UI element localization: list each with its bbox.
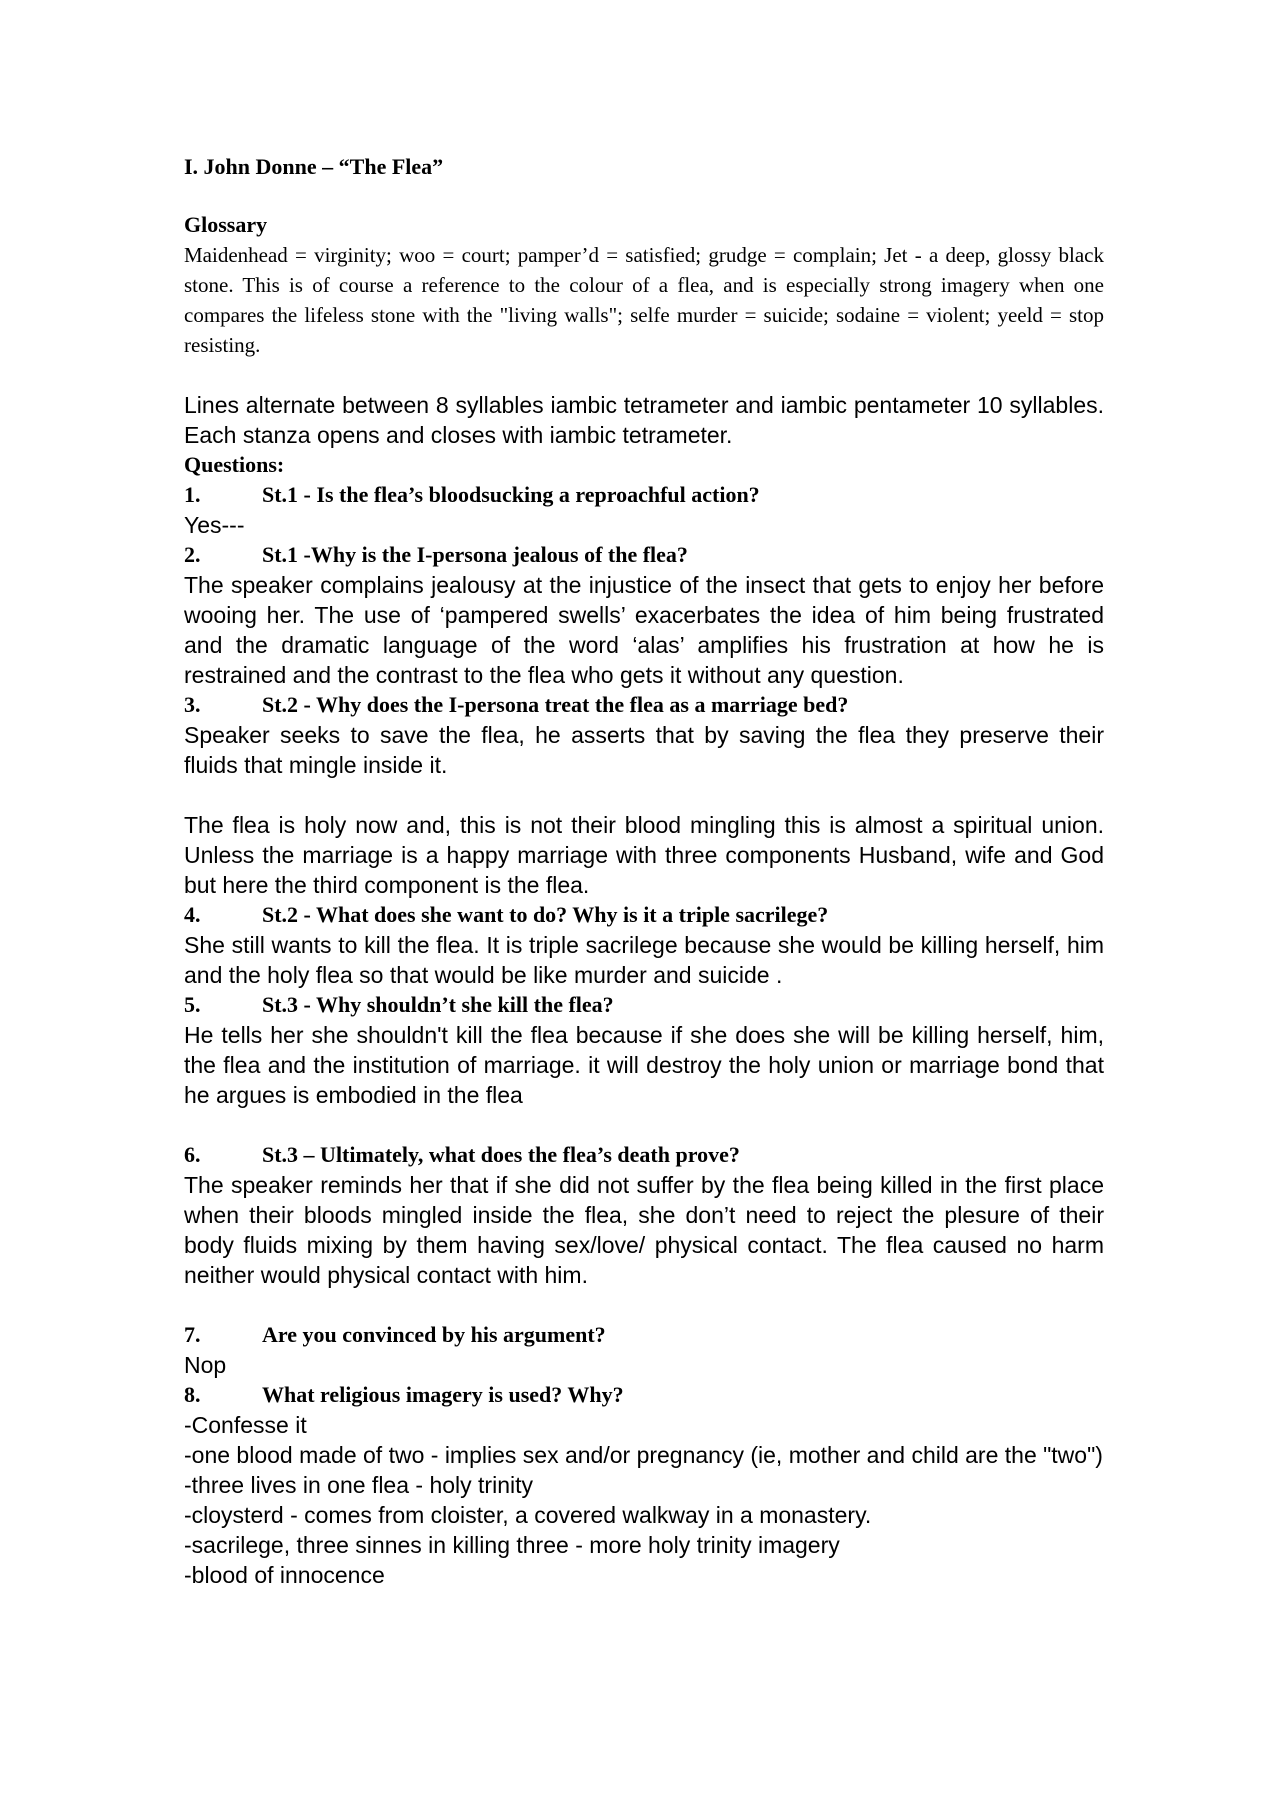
question-text: St.1 - Is the flea’s bloodsucking a reproachful action? xyxy=(262,482,760,507)
imagery-item: -one blood made of two - implies sex and/or pregnancy (ie, mother and child are the "two") xyxy=(184,1442,1103,1468)
question-number: 7. xyxy=(184,1322,201,1347)
glossary-text: Maidenhead = virginity; woo = court; pamper’d = satisfied; grudge = complain; Jet - a deep, glossy black stone. This is of course a reference to the colour of a flea, and is especially strong imagery when one compares the lifeless stone with the "living walls"; selfe murder = suicide; sodaine = violent; yeeld = stop resisting. xyxy=(184,243,1104,357)
question-number: 8. xyxy=(184,1382,201,1407)
question-text: St.3 - Why shouldn’t she kill the flea? xyxy=(262,992,614,1017)
document-title: I. John Donne – “The Flea” xyxy=(184,154,444,179)
answer-5: He tells her she shouldn't kill the flea because if she does she will be killing herself, him, the flea and the institution of marriage. it will destroy the holy union or marriage bond that he argues is embodied in the flea xyxy=(184,1022,1104,1108)
question-6 xyxy=(184,1140,1104,1170)
spacer xyxy=(184,780,1104,810)
spacer xyxy=(184,1290,1104,1320)
imagery-item: -three lives in one flea - holy trinity xyxy=(184,1472,533,1498)
question-5 xyxy=(184,990,1104,1020)
question-1 xyxy=(184,480,1104,510)
question-number: 6. xyxy=(184,1142,201,1167)
question-number: 2. xyxy=(184,542,201,567)
question-3 xyxy=(184,690,1104,720)
question-number: 1. xyxy=(184,482,201,507)
question-7 xyxy=(184,1320,1104,1350)
glossary-heading: Glossary xyxy=(184,212,268,237)
imagery-item: -blood of innocence xyxy=(184,1562,385,1588)
question-text: St.1 -Why is the I-persona jealous of the flea? xyxy=(262,542,688,567)
question-8 xyxy=(184,1380,1104,1410)
answer-6: The speaker reminds her that if she did not suffer by the flea being killed in the first place when their bloods mingled inside the flea, she don’t need to reject the plesure of their body fluids mixing by them having sex/love/ physical contact. The flea caused no harm neither would physical contact with him. xyxy=(184,1172,1104,1288)
spacer xyxy=(184,360,1104,390)
imagery-item: -cloysterd - comes from cloister, a covered walkway in a monastery. xyxy=(184,1502,872,1528)
spacer xyxy=(184,1110,1104,1140)
question-number: 4. xyxy=(184,902,201,927)
question-number: 3. xyxy=(184,692,201,717)
imagery-item: -Confesse it xyxy=(184,1412,307,1438)
question-text: St.2 - Why does the I-persona treat the flea as a marriage bed? xyxy=(262,692,849,717)
question-number: 5. xyxy=(184,992,201,1017)
answer-4: She still wants to kill the flea. It is triple sacrilege because she would be killing herself, him and the holy flea so that would be like murder and suicide . xyxy=(184,932,1104,988)
question-text: What religious imagery is used? Why? xyxy=(262,1382,624,1407)
answer-2: The speaker complains jealousy at the injustice of the insect that gets to enjoy her before wooing her. The use of ‘pampered swells’ exacerbates the idea of him being frustrated and the dramatic language of the word ‘alas’ amplifies his frustration at how he is restrained and the contrast to the flea who gets it without any question. xyxy=(184,572,1104,688)
document-page xyxy=(184,152,1104,1590)
answer-3: Speaker seeks to save the flea, he asserts that by saving the flea they preserve their fluids that mingle inside it. xyxy=(184,722,1104,778)
question-text: St.2 - What does she want to do? Why is it a triple sacrilege? xyxy=(262,902,829,927)
answer-1: Yes--- xyxy=(184,512,245,538)
question-2 xyxy=(184,540,1104,570)
imagery-item: -sacrilege, three sinnes in killing three - more holy trinity imagery xyxy=(184,1532,840,1558)
answer-7: Nop xyxy=(184,1352,227,1378)
meter-note: Lines alternate between 8 syllables iambic tetrameter and iambic pentameter 10 syllables. Each stanza opens and closes with iambic tetrameter. xyxy=(184,392,1104,448)
question-4 xyxy=(184,900,1104,930)
answer-3-continued: The flea is holy now and, this is not their blood mingling this is almost a spiritual union. Unless the marriage is a happy marriage with three components Husband, wife and God but here the third component is the flea. xyxy=(184,812,1104,898)
questions-heading: Questions: xyxy=(184,452,285,477)
question-text: St.3 – Ultimately, what does the flea’s death prove? xyxy=(262,1142,740,1167)
question-text: Are you convinced by his argument? xyxy=(262,1322,606,1347)
